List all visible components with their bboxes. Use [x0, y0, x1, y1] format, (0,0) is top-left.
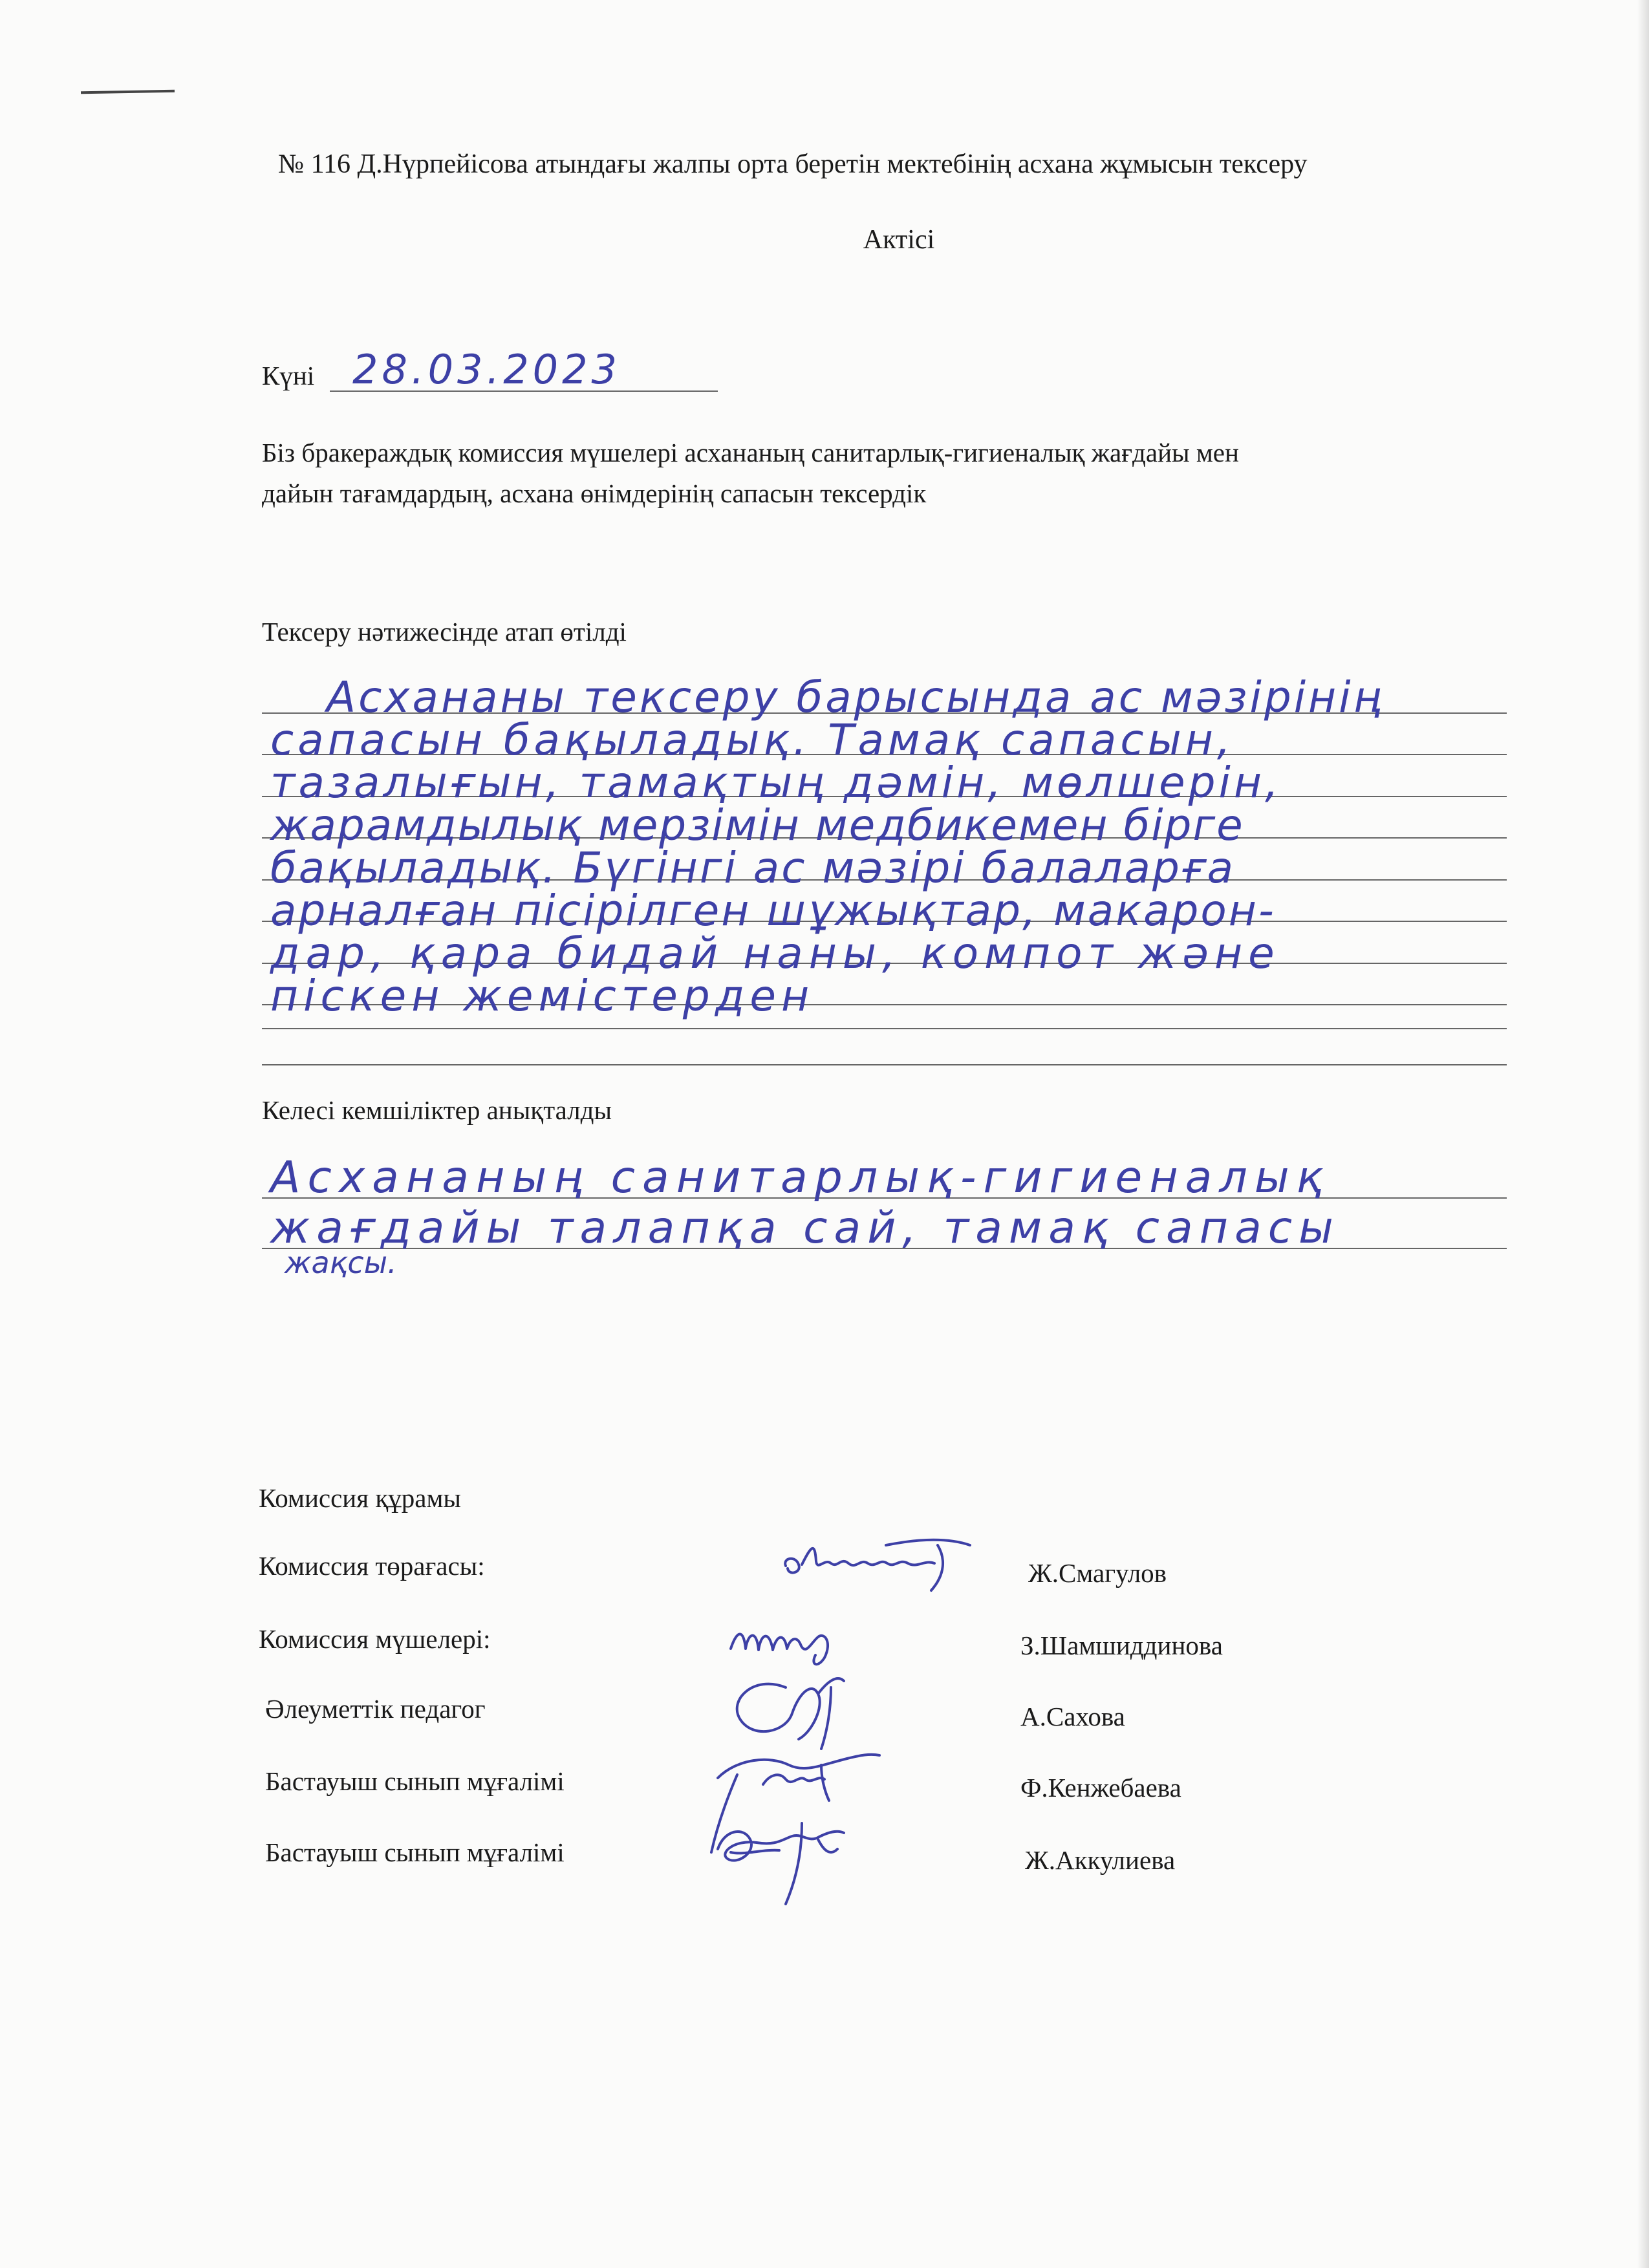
deficiencies-handwritten-line: жақсы. — [285, 1245, 397, 1280]
commission-role: Бастауыш сынып мұғалімі — [265, 1766, 565, 1796]
results-handwritten-line: Асхананы тексеру барысында ас мәзірінің — [327, 672, 1385, 722]
document-subtitle: Актісі — [863, 225, 935, 255]
date-value: 28.03.2023 — [352, 346, 621, 393]
commission-role: Комиссия төрағасы: — [259, 1551, 485, 1581]
date-label: Күні — [262, 361, 315, 390]
intro-line-1: Біз бракераждық комиссия мүшелері асхананың санитарлық-гигиеналық жағдайы мен — [262, 438, 1239, 467]
deficiencies-label: Келесі кемшіліктер анықталды — [262, 1095, 612, 1125]
deficiencies-handwritten-line: Асхананың санитарлық-гигиеналық — [270, 1152, 1330, 1203]
intro-line-2: дайын тағамдардың, асхана өнімдерінің сапасын тексердік — [262, 478, 927, 508]
signature-member — [721, 1603, 863, 1674]
results-label: Тексеру нәтижесінде атап өтілді — [262, 617, 627, 647]
results-handwritten-line: піскен жемістерден — [270, 971, 815, 1021]
commission-member-name: Ф.Кенжебаева — [1020, 1773, 1181, 1803]
commission-member-name: З.Шамшиддинова — [1020, 1631, 1223, 1660]
deficiencies-handwritten-line: жағдайы талапқа сай, тамақ сапасы — [270, 1203, 1340, 1254]
results-handwritten-line: бақыладық. Бүгінгі ас мәзірі балаларға — [270, 843, 1236, 893]
results-handwritten-line: сапасын бақыладық. Тамақ сапасын, — [270, 715, 1234, 765]
commission-member-name: А.Сахова — [1020, 1702, 1125, 1731]
signature-chairman — [776, 1526, 983, 1597]
results-handwritten-line: дар, қара бидай наны, компот және — [270, 928, 1280, 978]
commission-role: Комиссия мүшелері: — [259, 1624, 491, 1654]
scan-edge-shadow — [1637, 0, 1649, 2268]
commission-heading: Комиссия құрамы — [259, 1483, 461, 1513]
commission-member-name: Ж.Смагулов — [1028, 1558, 1167, 1588]
commission-role: Әлеуметтік педагог — [265, 1694, 486, 1724]
results-rule-10 — [262, 1064, 1507, 1065]
results-handwritten-line: арналған пісірілген шұжықтар, макарон- — [270, 886, 1276, 936]
commission-member-name: Ж.Аккулиева — [1025, 1845, 1176, 1875]
results-handwritten-line: тазалығын, тамақтың дәмін, мөлшерін, — [270, 758, 1282, 808]
results-rule-9 — [262, 1028, 1507, 1029]
scan-mark — [81, 90, 175, 94]
results-handwritten-line: жарамдылық мерзімін медбикемен бірге — [270, 800, 1244, 850]
document-title: № 116 Д.Нүрпейісова атындағы жалпы орта беретін мектебінің асхана жұмысын тексеру — [278, 149, 1308, 179]
commission-role: Бастауыш сынып мұғалімі — [265, 1837, 565, 1867]
signature-primary-teacher-2 — [705, 1804, 860, 1914]
